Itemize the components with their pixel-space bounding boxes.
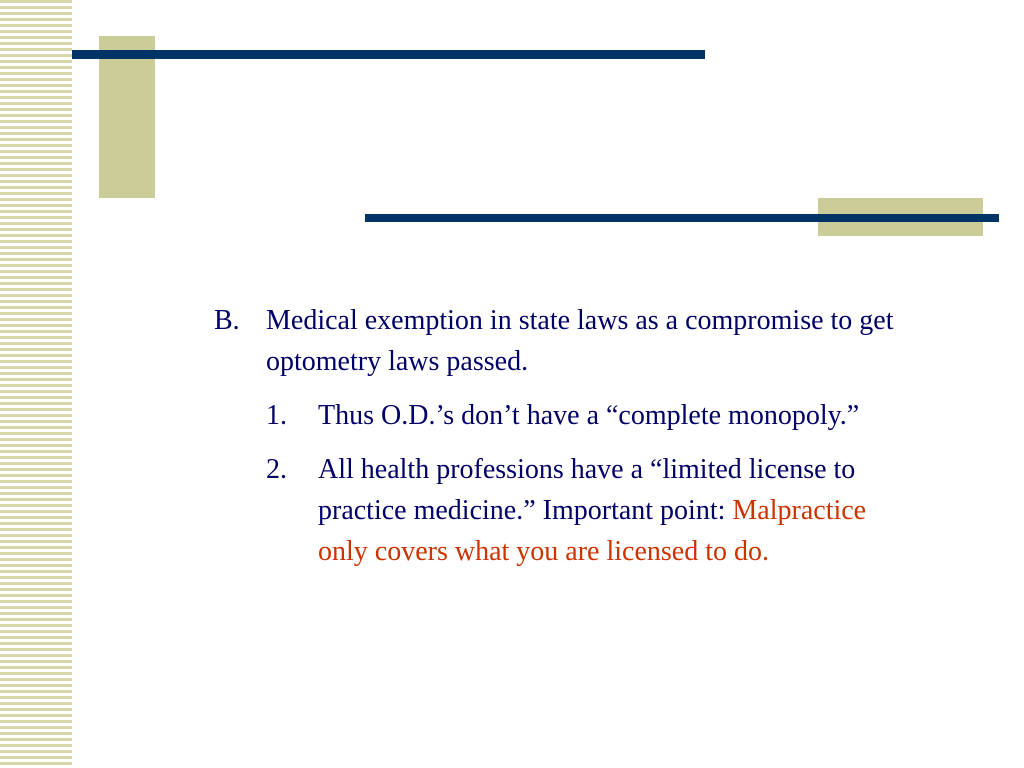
sub-list-label: 1. [266,400,287,431]
sub-item-2 [266,449,894,572]
list-item-b [214,300,894,382]
slide-body [214,300,894,572]
sub-list-text-wrapper [318,449,894,572]
list-text: Medical exemption in state laws as a compromise to get optometry laws passed. [266,305,894,377]
top-navy-rule [72,50,705,59]
highlighted-text: Malpractice only covers what you are licensed to do. [318,495,867,567]
sub-item-1 [266,395,894,436]
left-stripe-pattern [0,0,72,768]
sub-list-text: All health professions have a “limited license to practice medicine.” Important point: [318,454,856,526]
decorative-khaki-block [99,36,155,198]
sub-list-text: Thus O.D.’s don’t have a “complete monopoly.” [318,400,860,431]
list-label: B. [214,305,240,336]
middle-navy-rule [365,214,999,222]
sub-list-label: 2. [266,454,287,485]
